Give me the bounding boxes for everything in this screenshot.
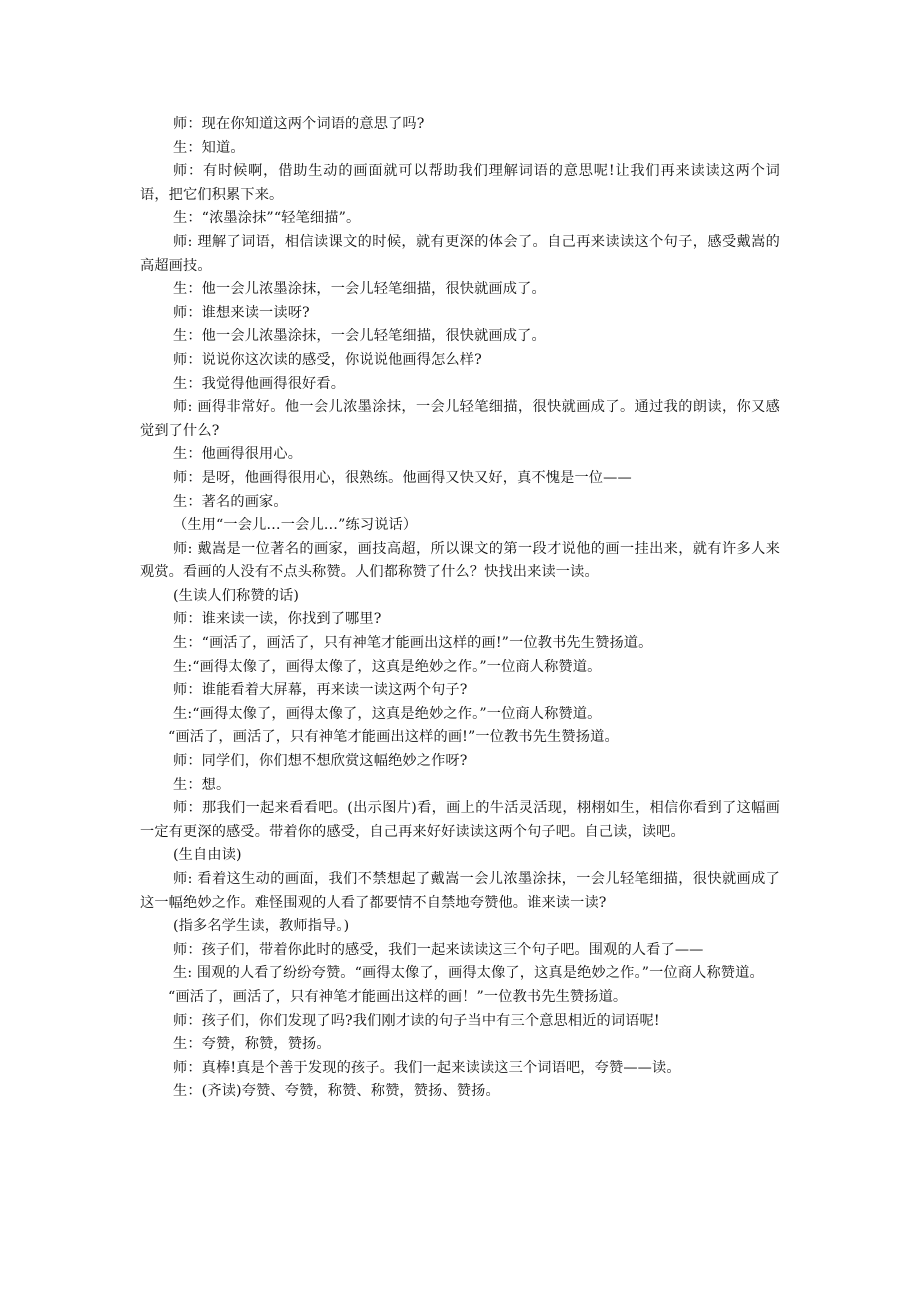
paragraph: （生用“一会儿…一会儿…”练习说话） <box>173 517 418 534</box>
paragraph: 师：是呀，他画得很用心，很熟练。他画得又快又好，真不愧是一位—— <box>173 469 632 486</box>
paragraph: 师: 戴嵩是一位著名的画家，画技高超，所以课文的第一段才说他的画一挂出来，就有许多人来观赏。看画的人没有不点头称赞。人们都称赞了什么？快找出来读一读。 <box>140 540 780 581</box>
paragraph: (生读人们称赞的话) <box>173 587 300 604</box>
paragraph: 师: 看着这生动的画面，我们不禁想起了戴嵩一会儿浓墨涂抹，一会儿轻笔细描，很快就画成了这一幅绝妙之作。难怪围观的人看了都要情不自禁地夸赞他。谁来读一读? <box>140 871 780 911</box>
paragraph: 生：他一会儿浓墨涂抹，一会儿轻笔细描，很快就画成了。 <box>173 328 546 345</box>
document-body <box>140 113 780 1104</box>
paragraph: 生：想。 <box>173 776 231 793</box>
paragraph: (生自由读) <box>173 847 242 864</box>
paragraph: 生：他一会儿浓墨涂抹，一会儿轻笔细描，很快就画成了。 <box>173 281 546 298</box>
paragraph: 师：有时候啊，借助生动的画面就可以帮助我们理解词语的意思呢!让我们再来读读这两个词语，把它们积累下来。 <box>140 163 780 203</box>
paragraph: 生: 围观的人看了纷纷夸赞。“画得太像了，画得太像了，这真是绝妙之作。”一位商人称赞道。 <box>173 965 764 982</box>
paragraph: 生：知道。 <box>173 139 245 156</box>
paragraph: 师：谁想来读一读呀? <box>173 304 310 321</box>
paragraph: 生：他画得很用心。 <box>173 446 303 463</box>
paragraph: 生：(齐读)夸赞、夸赞，称赞、称赞，赞扬、赞扬。 <box>173 1083 500 1100</box>
paragraph: 师：谁能看着大屏幕，再来读一读这两个句子? <box>173 682 468 699</box>
paragraph: (指多名学生读，教师指导。) <box>173 918 350 935</box>
paragraph: 生：夸赞，称赞，赞扬。 <box>173 1036 331 1053</box>
paragraph: 师：那我们一起来看看吧。(出示图片)看，画上的牛活灵活现，栩栩如生，相信你看到了这幅画一定有更深的感受。带着你的感受，自己再来好好读读这两个句子吧。自己读，读吧。 <box>140 800 780 840</box>
paragraph: 师：孩子们，你们发现了吗?我们刚才读的句子当中有三个意思相近的词语呢! <box>173 1012 660 1029</box>
paragraph: 师: 画得非常好。他一会儿浓墨涂抹，一会儿轻笔细描，很快就画成了。通过我的朗读，你又感觉到了什么? <box>140 399 780 439</box>
paragraph: 生：著名的画家。 <box>173 493 288 510</box>
paragraph: 师：说说你这次读的感受，你说说他画得怎么样? <box>173 351 482 368</box>
paragraph: 师：谁来读一读，你找到了哪里? <box>173 611 382 628</box>
paragraph: 师: 理解了词语，相信读课文的时候，就有更深的体会了。自己再来读读这个句子，感受戴嵩的高超画技。 <box>140 233 780 274</box>
paragraph: 生:“画得太像了，画得太像了，这真是绝妙之作。”一位商人称赞道。 <box>173 705 602 722</box>
paragraph: 师：孩子们，带着你此时的感受，我们一起来读读这三个句子吧。围观的人看了—— <box>173 941 704 958</box>
paragraph: 师：真棒!真是个善于发现的孩子。我们一起来读读这三个词语吧，夸赞——读。 <box>173 1059 681 1076</box>
paragraph: “画活了，画活了，只有神笔才能画出这样的画！”一位教书先生赞扬道。 <box>168 988 628 1005</box>
paragraph: 师：同学们，你们想不想欣赏这幅绝妙之作呀? <box>173 753 468 770</box>
paragraph: 生：“浓墨涂抹”“轻笔细描”。 <box>173 210 361 227</box>
paragraph: 师：现在你知道这两个词语的意思了吗? <box>173 116 425 132</box>
paragraph: 生：“画活了，画活了，只有神笔才能画出这样的画!”一位教书先生赞扬道。 <box>173 635 653 652</box>
paragraph: “画活了，画活了，只有神笔才能画出这样的画!”一位教书先生赞扬道。 <box>168 729 619 746</box>
paragraph: 生：我觉得他画得很好看。 <box>173 375 346 392</box>
paragraph: 生:“画得太像了，画得太像了，这真是绝妙之作。”一位商人称赞道。 <box>173 658 602 675</box>
